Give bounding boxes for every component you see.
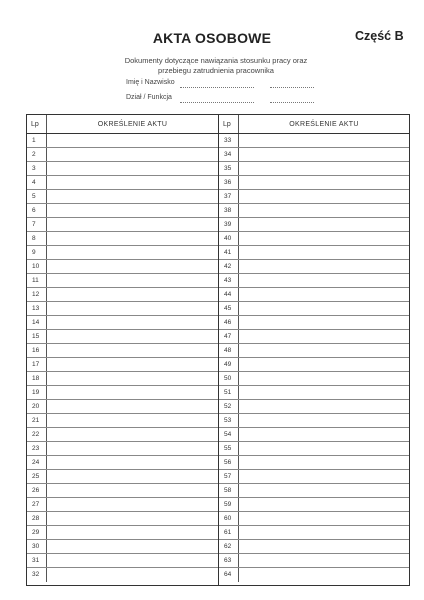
row-description-cell[interactable] xyxy=(239,176,409,189)
row-description-cell[interactable] xyxy=(239,330,409,343)
table-row xyxy=(27,526,218,540)
table-row xyxy=(219,316,409,330)
row-description-cell[interactable] xyxy=(239,302,409,315)
page-title: AKTA OSOBOWE xyxy=(152,30,272,46)
row-description-cell[interactable] xyxy=(239,344,409,357)
row-description-cell[interactable] xyxy=(239,456,409,469)
row-description-cell[interactable] xyxy=(239,568,409,582)
table-row xyxy=(219,148,409,162)
row-description-cell[interactable] xyxy=(239,442,409,455)
row-description-cell[interactable] xyxy=(239,470,409,483)
table-row xyxy=(27,358,218,372)
row-description-cell[interactable] xyxy=(47,456,218,469)
row-number: 1 xyxy=(27,134,47,147)
row-description-cell[interactable] xyxy=(47,344,218,357)
row-number: 33 xyxy=(219,134,239,147)
table-row xyxy=(27,218,218,232)
documents-table xyxy=(26,114,410,586)
row-number: 4 xyxy=(27,176,47,189)
table-row xyxy=(219,568,409,582)
table-row xyxy=(219,358,409,372)
row-number: 18 xyxy=(27,372,47,385)
row-number: 54 xyxy=(219,428,239,441)
subtitle-line-2: przebiegu zatrudnienia pracownika xyxy=(158,65,274,75)
row-number: 15 xyxy=(27,330,47,343)
table-row xyxy=(27,288,218,302)
row-number: 44 xyxy=(219,288,239,301)
row-description-cell[interactable] xyxy=(239,162,409,175)
row-description-cell[interactable] xyxy=(239,232,409,245)
row-number: 39 xyxy=(219,218,239,231)
table-row xyxy=(219,526,409,540)
table-row xyxy=(27,134,218,148)
row-description-cell[interactable] xyxy=(239,526,409,539)
row-number: 63 xyxy=(219,554,239,567)
table-row xyxy=(27,414,218,428)
row-number: 47 xyxy=(219,330,239,343)
table-row xyxy=(27,456,218,470)
name-field xyxy=(126,79,175,86)
table-row xyxy=(27,568,218,582)
department-field xyxy=(126,94,172,101)
row-description-cell[interactable] xyxy=(239,512,409,525)
table-row xyxy=(219,470,409,484)
table-row xyxy=(27,246,218,260)
row-description-cell[interactable] xyxy=(47,400,218,413)
table-row xyxy=(27,330,218,344)
table-row xyxy=(27,344,218,358)
table-row xyxy=(27,470,218,484)
row-number: 34 xyxy=(219,148,239,161)
row-number: 50 xyxy=(219,372,239,385)
row-number: 30 xyxy=(27,540,47,553)
row-number: 41 xyxy=(219,246,239,259)
row-description-cell[interactable] xyxy=(239,484,409,497)
row-description-cell[interactable] xyxy=(47,302,218,315)
table-row xyxy=(219,344,409,358)
row-number: 25 xyxy=(27,470,47,483)
row-description-cell[interactable] xyxy=(47,526,218,539)
department-dots-1[interactable] xyxy=(180,102,254,103)
row-number: 38 xyxy=(219,204,239,217)
row-number: 26 xyxy=(27,484,47,497)
table-row xyxy=(219,330,409,344)
row-number: 11 xyxy=(27,274,47,287)
row-number: 24 xyxy=(27,456,47,469)
name-dots-2[interactable] xyxy=(270,87,314,88)
table-row xyxy=(27,232,218,246)
row-number: 43 xyxy=(219,274,239,287)
row-number: 55 xyxy=(219,442,239,455)
subtitle-line-1: Dokumenty dotyczące nawiązania stosunku pracy oraz xyxy=(124,56,308,65)
table-row xyxy=(219,204,409,218)
row-number: 3 xyxy=(27,162,47,175)
row-description-cell[interactable] xyxy=(239,288,409,301)
table-row xyxy=(219,162,409,176)
row-description-cell[interactable] xyxy=(239,498,409,511)
row-description-cell[interactable] xyxy=(47,498,218,511)
table-row xyxy=(219,498,409,512)
row-description-cell[interactable] xyxy=(47,484,218,497)
table-row xyxy=(27,260,218,274)
row-number: 56 xyxy=(219,456,239,469)
row-number: 20 xyxy=(27,400,47,413)
row-description-cell[interactable] xyxy=(47,414,218,427)
row-number: 45 xyxy=(219,302,239,315)
row-description-cell[interactable] xyxy=(47,512,218,525)
row-description-cell[interactable] xyxy=(47,358,218,371)
desc-header: OKREŚLENIE AKTU xyxy=(97,121,168,128)
row-number: 35 xyxy=(219,162,239,175)
row-description-cell[interactable] xyxy=(239,400,409,413)
row-number: 6 xyxy=(27,204,47,217)
row-number: 22 xyxy=(27,428,47,441)
row-number: 10 xyxy=(27,260,47,273)
row-description-cell[interactable] xyxy=(239,190,409,203)
row-description-cell[interactable] xyxy=(239,358,409,371)
table-row xyxy=(219,554,409,568)
row-description-cell[interactable] xyxy=(47,316,218,329)
row-description-cell[interactable] xyxy=(47,260,218,273)
row-number: 28 xyxy=(27,512,47,525)
row-number: 49 xyxy=(219,358,239,371)
row-description-cell[interactable] xyxy=(47,232,218,245)
table-row xyxy=(219,512,409,526)
table-row xyxy=(27,372,218,386)
row-description-cell[interactable] xyxy=(47,386,218,399)
row-description-cell[interactable] xyxy=(239,274,409,287)
table-row xyxy=(27,498,218,512)
table-row xyxy=(27,190,218,204)
row-description-cell[interactable] xyxy=(239,386,409,399)
table-row xyxy=(27,148,218,162)
row-description-cell[interactable] xyxy=(47,540,218,553)
table-header-row xyxy=(219,115,409,134)
row-number: 53 xyxy=(219,414,239,427)
table-row xyxy=(27,484,218,498)
table-row xyxy=(27,428,218,442)
row-description-cell[interactable] xyxy=(239,372,409,385)
row-number: 16 xyxy=(27,344,47,357)
row-number: 23 xyxy=(27,442,47,455)
row-number: 13 xyxy=(27,302,47,315)
row-number: 37 xyxy=(219,190,239,203)
row-description-cell[interactable] xyxy=(239,218,409,231)
desc-header: OKREŚLENIE AKTU xyxy=(289,121,359,128)
table-row xyxy=(27,274,218,288)
row-description-cell[interactable] xyxy=(239,428,409,441)
row-number: 27 xyxy=(27,498,47,511)
row-number: 9 xyxy=(27,246,47,259)
table-row xyxy=(219,302,409,316)
row-number: 7 xyxy=(27,218,47,231)
table-row xyxy=(219,372,409,386)
row-description-cell[interactable] xyxy=(239,148,409,161)
table-header-row xyxy=(27,115,218,134)
table-row xyxy=(219,400,409,414)
row-description-cell[interactable] xyxy=(47,288,218,301)
table-row xyxy=(27,400,218,414)
name-label: Imię i Nazwisko xyxy=(126,79,175,86)
row-description-cell[interactable] xyxy=(47,162,218,175)
row-description-cell[interactable] xyxy=(47,218,218,231)
row-number: 17 xyxy=(27,358,47,371)
row-description-cell[interactable] xyxy=(47,372,218,385)
table-row xyxy=(27,554,218,568)
table-row xyxy=(219,414,409,428)
table-row xyxy=(219,288,409,302)
row-number: 21 xyxy=(27,414,47,427)
row-number: 58 xyxy=(219,484,239,497)
row-number: 52 xyxy=(219,400,239,413)
right-column xyxy=(219,115,409,585)
table-row xyxy=(219,386,409,400)
row-number: 59 xyxy=(219,498,239,511)
row-description-cell[interactable] xyxy=(239,246,409,259)
row-description-cell[interactable] xyxy=(47,568,218,582)
row-number: 48 xyxy=(219,344,239,357)
row-description-cell[interactable] xyxy=(47,176,218,189)
table-row xyxy=(27,204,218,218)
subtitle xyxy=(0,56,424,75)
row-description-cell[interactable] xyxy=(47,134,218,147)
table-row xyxy=(219,246,409,260)
row-description-cell[interactable] xyxy=(239,260,409,273)
table-row xyxy=(27,386,218,400)
row-number: 51 xyxy=(219,386,239,399)
row-number: 42 xyxy=(219,260,239,273)
table-row xyxy=(219,134,409,148)
row-description-cell[interactable] xyxy=(47,470,218,483)
row-description-cell[interactable] xyxy=(239,134,409,147)
row-number: 5 xyxy=(27,190,47,203)
table-row xyxy=(27,302,218,316)
table-row xyxy=(27,540,218,554)
left-column xyxy=(27,115,219,585)
row-number: 2 xyxy=(27,148,47,161)
table-row xyxy=(219,190,409,204)
row-description-cell[interactable] xyxy=(47,204,218,217)
table-row xyxy=(219,260,409,274)
row-description-cell[interactable] xyxy=(47,554,218,567)
name-dots-1[interactable] xyxy=(180,87,254,88)
row-number: 40 xyxy=(219,232,239,245)
row-description-cell[interactable] xyxy=(239,540,409,553)
table-row xyxy=(219,428,409,442)
row-number: 14 xyxy=(27,316,47,329)
row-description-cell[interactable] xyxy=(47,274,218,287)
table-row xyxy=(219,274,409,288)
table-row xyxy=(219,456,409,470)
row-number: 8 xyxy=(27,232,47,245)
row-description-cell[interactable] xyxy=(239,414,409,427)
row-description-cell[interactable] xyxy=(47,442,218,455)
row-description-cell[interactable] xyxy=(47,190,218,203)
table-row xyxy=(219,176,409,190)
row-number: 36 xyxy=(219,176,239,189)
table-row xyxy=(27,176,218,190)
row-number: 12 xyxy=(27,288,47,301)
row-number: 61 xyxy=(219,526,239,539)
row-description-cell[interactable] xyxy=(47,330,218,343)
table-row xyxy=(219,232,409,246)
table-row xyxy=(219,442,409,456)
row-description-cell[interactable] xyxy=(239,316,409,329)
row-number: 46 xyxy=(219,316,239,329)
row-description-cell[interactable] xyxy=(239,554,409,567)
row-description-cell[interactable] xyxy=(47,148,218,161)
table-row xyxy=(27,442,218,456)
part-label: Część B xyxy=(355,29,404,43)
row-description-cell[interactable] xyxy=(239,204,409,217)
row-number: 32 xyxy=(27,568,47,582)
row-description-cell[interactable] xyxy=(47,246,218,259)
row-number: 60 xyxy=(219,512,239,525)
table-row xyxy=(27,162,218,176)
department-dots-2[interactable] xyxy=(270,102,314,103)
row-number: 31 xyxy=(27,554,47,567)
department-label: Dział / Funkcja xyxy=(126,94,172,101)
row-number: 19 xyxy=(27,386,47,399)
row-description-cell[interactable] xyxy=(47,428,218,441)
row-number: 57 xyxy=(219,470,239,483)
row-number: 64 xyxy=(219,568,239,582)
table-row xyxy=(27,512,218,526)
table-row xyxy=(219,218,409,232)
row-number: 29 xyxy=(27,526,47,539)
table-row xyxy=(219,484,409,498)
lp-header: Lp xyxy=(27,115,47,133)
lp-header: Lp xyxy=(219,115,239,133)
table-row xyxy=(27,316,218,330)
row-number: 62 xyxy=(219,540,239,553)
table-row xyxy=(219,540,409,554)
